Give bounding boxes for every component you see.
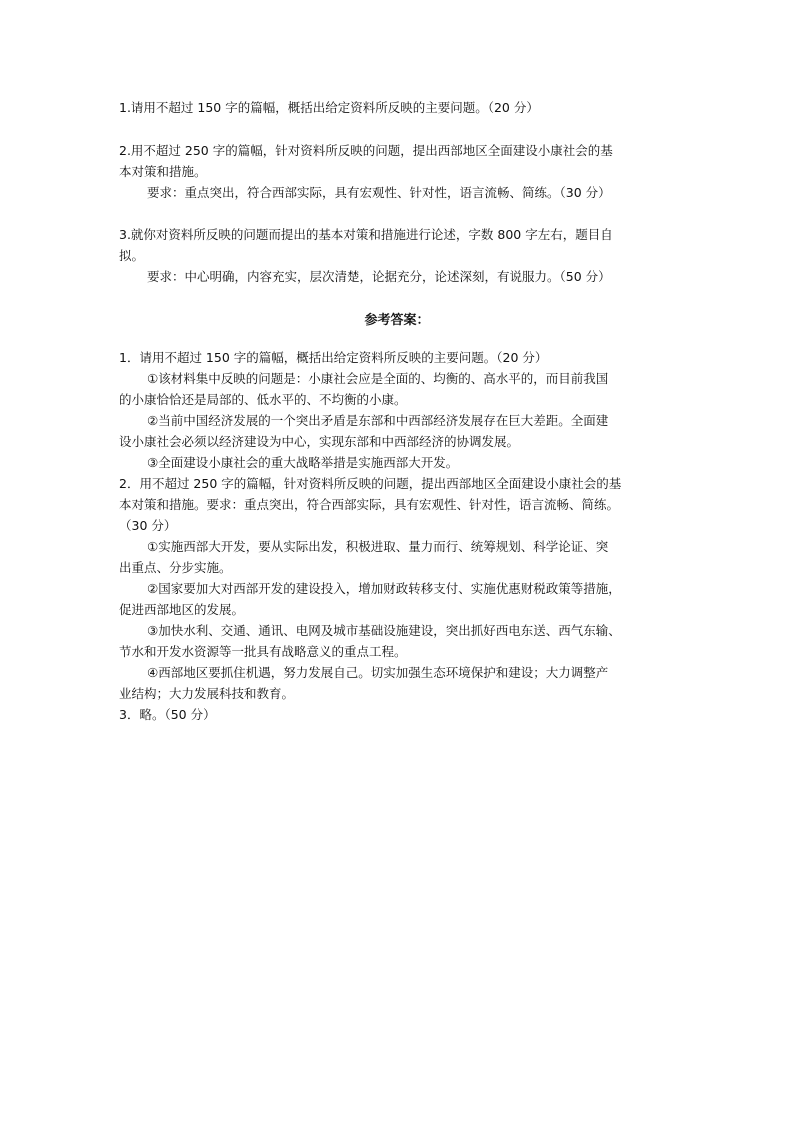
answer-1-point-1-line-2: 的小康恰恰还是局部的、低水平的、不均衡的小康。: [119, 392, 407, 407]
answer-2-heading-line-2: 本对策和措施。要求：重点突出，符合西部实际，具有宏观性、针对性，语言流畅、简练。: [119, 497, 620, 512]
question-2-requirement: 要求：重点突出，符合西部实际，具有宏观性、针对性，语言流畅、简练。（30 分）: [147, 185, 611, 200]
answers-title: 参考答案：: [364, 313, 430, 328]
question-1: 1.请用不超过 150 字的篇幅，概括出给定资料所反映的主要问题。（20 分）: [119, 100, 539, 115]
answer-2-heading-line-1: 2．用不超过 250 字的篇幅，针对资料所反映的问题，提出西部地区全面建设小康社会的基: [119, 476, 622, 491]
answer-2-point-4-line-2: 业结构；大力发展科技和教育。: [119, 686, 295, 701]
answer-1-point-3: ③全面建设小康社会的重大战略举措是实施西部大开发。: [147, 455, 459, 470]
answer-2-point-4-line-1: ④西部地区要抓住机遇，努力发展自己。切实加强生态环境保护和建设；大力调整产: [147, 665, 609, 680]
answer-2-point-2-line-1: ②国家要加大对西部开发的建设投入，增加财政转移支付、实施优惠财税政策等措施，: [147, 581, 621, 596]
question-3-line-1: 3.就你对资料所反映的问题而提出的基本对策和措施进行论述，字数 800 字左右，题目自: [119, 227, 613, 242]
answer-2-point-1-line-2: 出重点、分步实施。: [119, 560, 232, 575]
answer-2-point-3-line-1: ③加快水利、交通、通讯、电网及城市基础设施建设，突出抓好西电东送、西气东输、: [147, 623, 621, 638]
answer-1-point-2-line-2: 设小康社会必须以经济建设为中心，实现东部和中西部经济的协调发展。: [119, 434, 520, 449]
question-3-line-2: 拟。: [119, 248, 145, 263]
answer-2-point-3-line-2: 节水和开发水资源等一批具有战略意义的重点工程。: [119, 644, 407, 659]
question-3-requirement: 要求：中心明确，内容充实，层次清楚，论据充分，论述深刻，有说服力。（50 分）: [147, 269, 611, 284]
answer-3: 3．略。（50 分）: [119, 707, 216, 722]
answer-1-point-1-line-1: ①该材料集中反映的问题是：小康社会应是全面的、均衡的、高水平的，而目前我国: [147, 371, 609, 386]
question-2-line-2: 本对策和措施。: [119, 164, 207, 179]
question-2-line-1: 2.用不超过 250 字的篇幅，针对资料所反映的问题，提出西部地区全面建设小康社会的基: [119, 143, 613, 158]
answer-1-heading: 1．请用不超过 150 字的篇幅，概括出给定资料所反映的主要问题。（20 分）: [119, 350, 548, 365]
answer-1-point-2-line-1: ②当前中国经济发展的一个突出矛盾是东部和中西部经济发展存在巨大差距。全面建: [147, 413, 609, 428]
answer-2-point-1-line-1: ①实施西部大开发，要从实际出发，积极进取、量力而行、统筹规划、科学论证、突: [147, 539, 609, 554]
answer-2-heading-line-3: （30 分）: [119, 518, 177, 533]
answer-2-point-2-line-2: 促进西部地区的发展。: [119, 602, 245, 617]
